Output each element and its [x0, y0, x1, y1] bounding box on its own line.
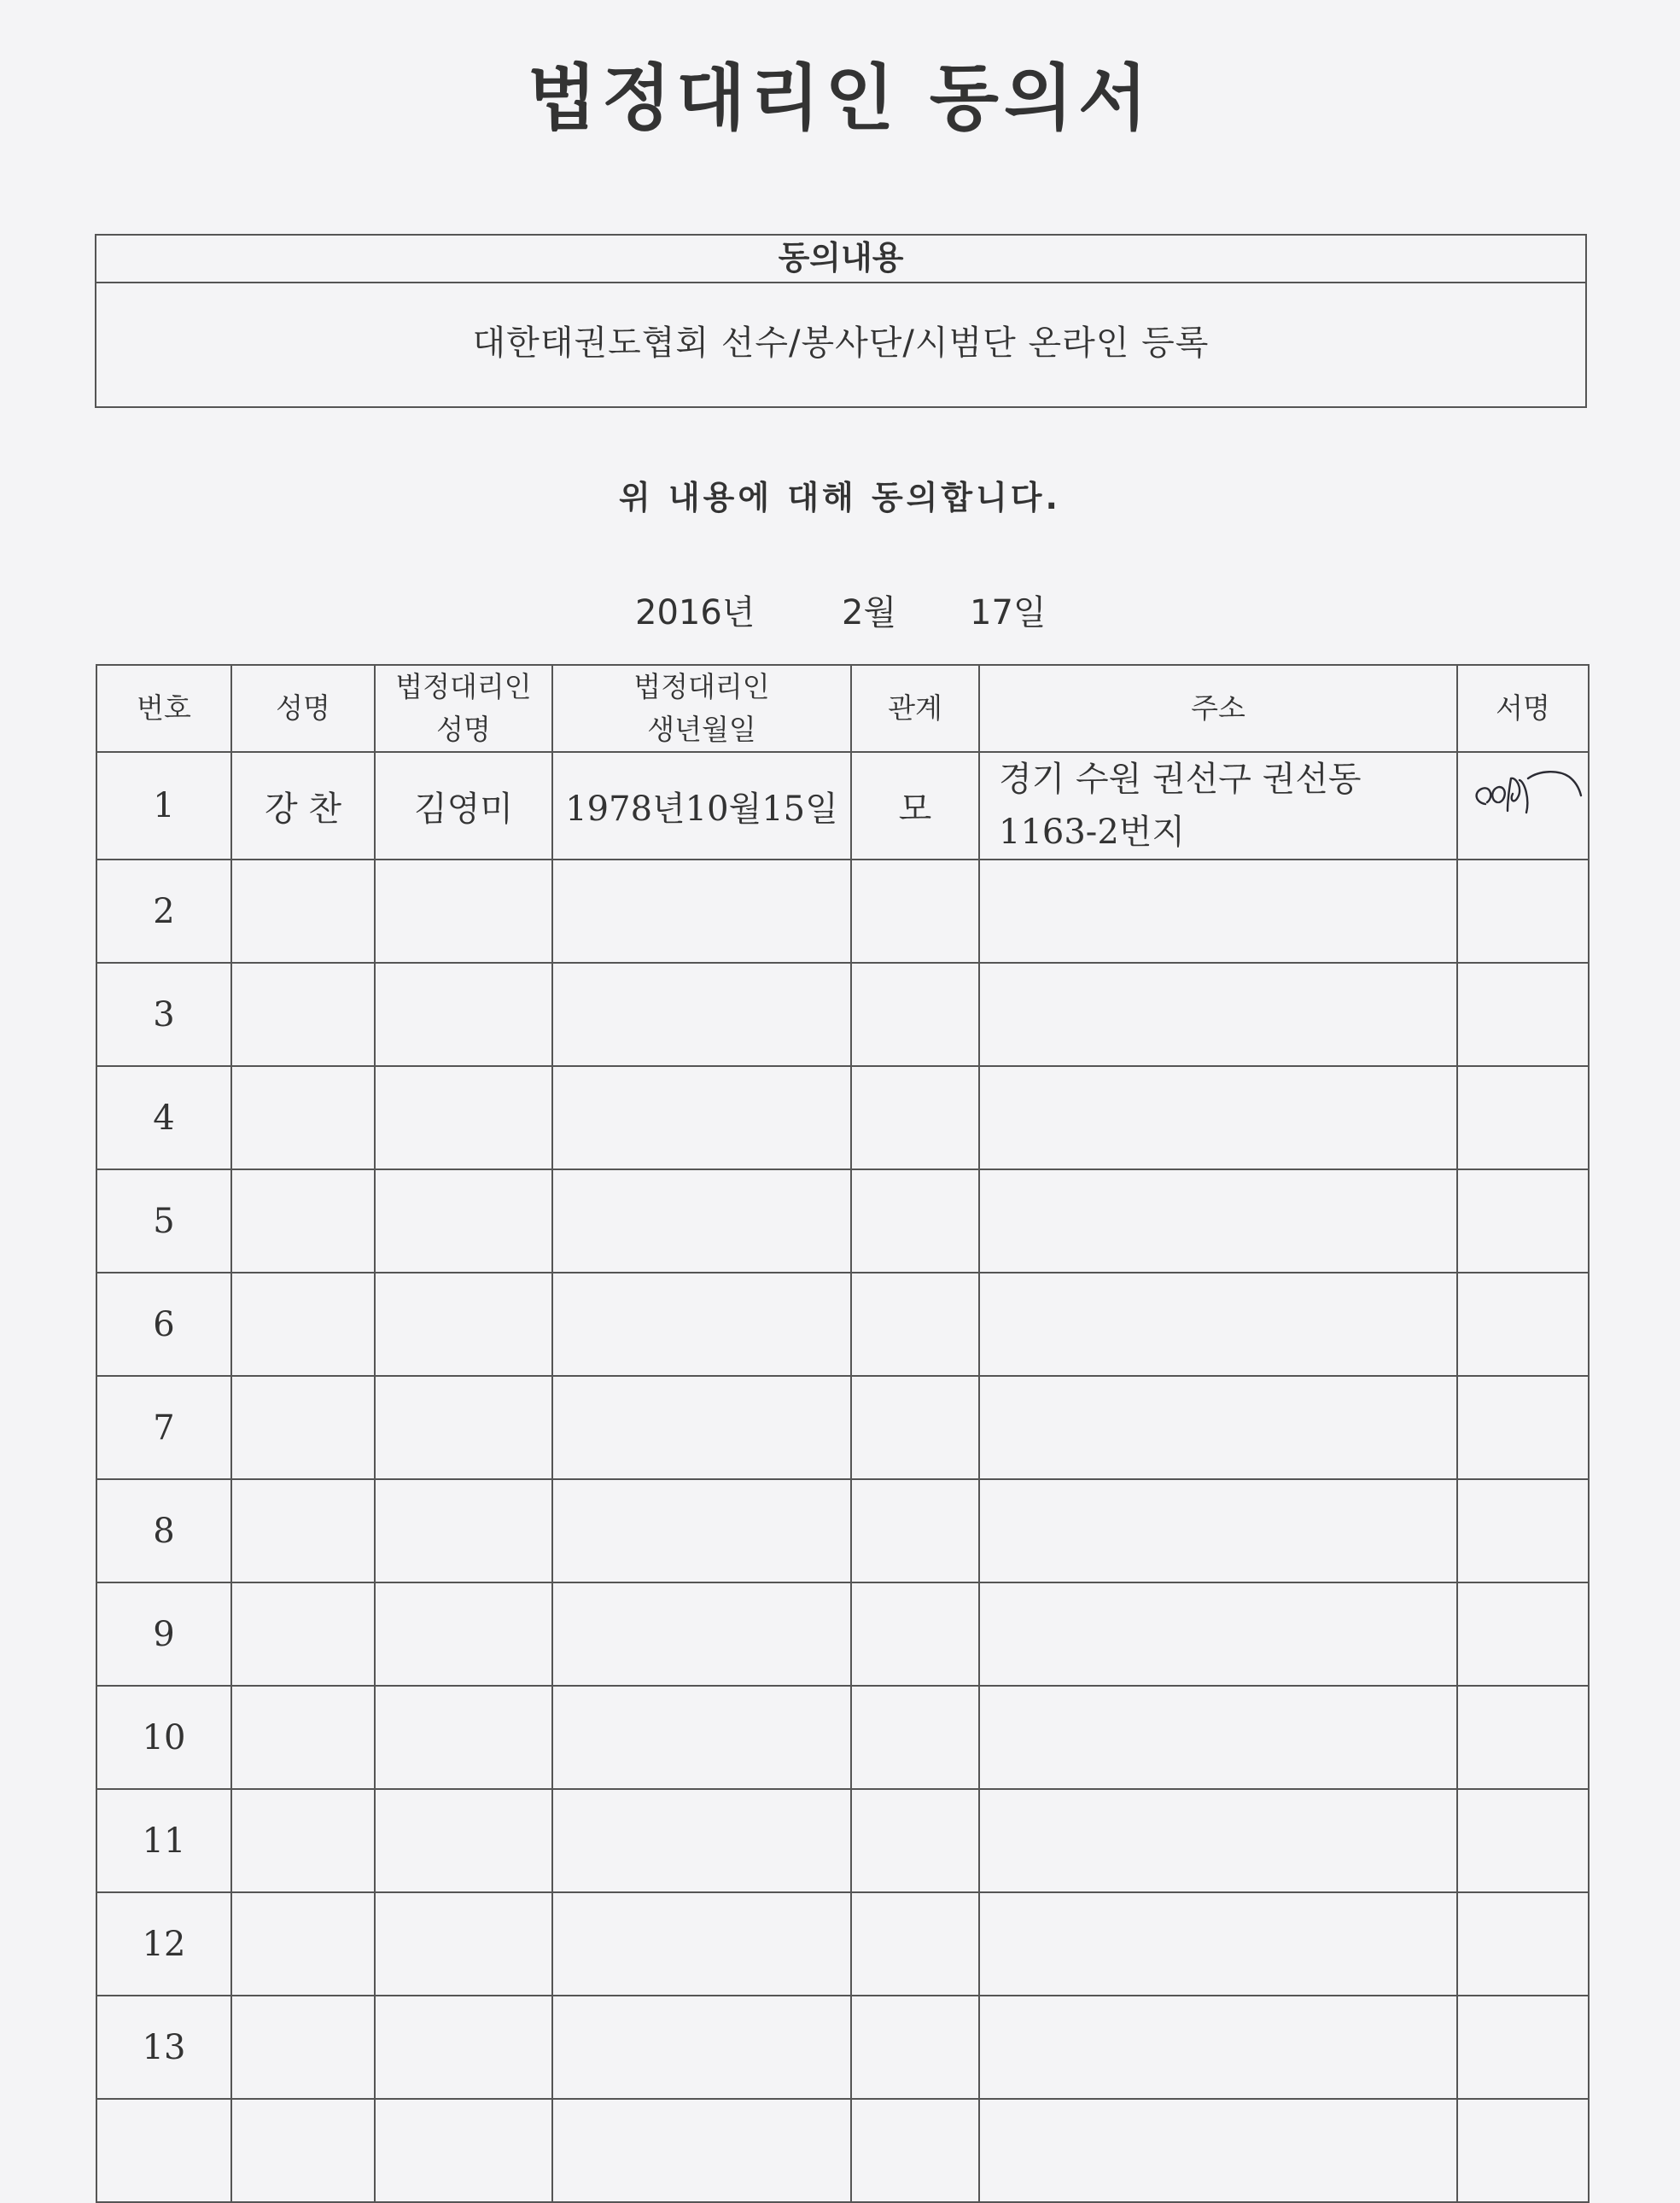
header-guardian-name	[375, 665, 552, 752]
student-name: 강 찬	[231, 752, 375, 860]
header-guardian-birthdate	[552, 665, 851, 752]
table-row	[96, 963, 1589, 1066]
row-number: 2	[96, 860, 231, 963]
row-number: 3	[96, 963, 231, 1066]
guardian-consent-table	[96, 664, 1590, 2203]
table-row	[96, 752, 1589, 860]
table-row	[96, 1479, 1589, 1582]
relation: 모	[851, 752, 979, 860]
table-row	[96, 1892, 1589, 1996]
table-header-row	[96, 665, 1589, 752]
table-row	[96, 1376, 1589, 1479]
row-number: 13	[96, 1996, 231, 2099]
date-day: 17일	[970, 593, 1047, 632]
header-name: 성명	[231, 665, 375, 752]
table-row-partial	[96, 2099, 1589, 2202]
table-row	[96, 1066, 1589, 1169]
table-row	[96, 1273, 1589, 1376]
consent-content-box	[95, 234, 1587, 408]
header-guardian-name-line2: 성명	[436, 713, 491, 746]
table-row	[96, 1996, 1589, 2099]
row-number: 10	[96, 1686, 231, 1789]
handwritten-signature	[1467, 763, 1637, 823]
signature-cell	[1457, 752, 1589, 860]
table-row	[96, 1686, 1589, 1789]
consent-body: 대한태권도협회 선수/봉사단/시범단 온라인 등록	[472, 323, 1210, 363]
table-row	[96, 860, 1589, 963]
table-row	[96, 1582, 1589, 1686]
guardian-name: 김영미	[375, 752, 552, 860]
header-guardian-name-line1: 법정대리인	[395, 670, 532, 703]
address-line1: 경기 수원 권선구 권선동	[999, 760, 1362, 799]
consent-header: 동의내용	[96, 236, 1585, 283]
row-number: 4	[96, 1066, 231, 1169]
header-number: 번호	[96, 665, 231, 752]
table-row	[96, 1789, 1589, 1892]
header-guardian-birth-line1: 법정대리인	[633, 670, 770, 703]
header-guardian-birth-line2: 생년월일	[647, 713, 756, 746]
address	[979, 752, 1457, 860]
row-number: 9	[96, 1582, 231, 1686]
header-signature: 서명	[1457, 665, 1589, 752]
row-number: 5	[96, 1169, 231, 1273]
date-year: 2016년	[635, 593, 755, 632]
row-number: 8	[96, 1479, 231, 1582]
table-row	[96, 1169, 1589, 1273]
date-month: 2월	[842, 593, 897, 632]
guardian-birthdate: 1978년10월15일	[552, 752, 851, 860]
header-address: 주소	[979, 665, 1457, 752]
document-title: 법정대리인 동의서	[527, 56, 1153, 140]
row-number: 7	[96, 1376, 231, 1479]
address-line2: 1163-2번지	[999, 813, 1186, 852]
agreement-statement: 위 내용에 대해 동의합니다.	[619, 479, 1061, 516]
header-relation: 관계	[851, 665, 979, 752]
row-number: 6	[96, 1273, 231, 1376]
row-number: 11	[96, 1789, 231, 1892]
row-number: 12	[96, 1892, 231, 1996]
row-number: 1	[96, 752, 231, 860]
